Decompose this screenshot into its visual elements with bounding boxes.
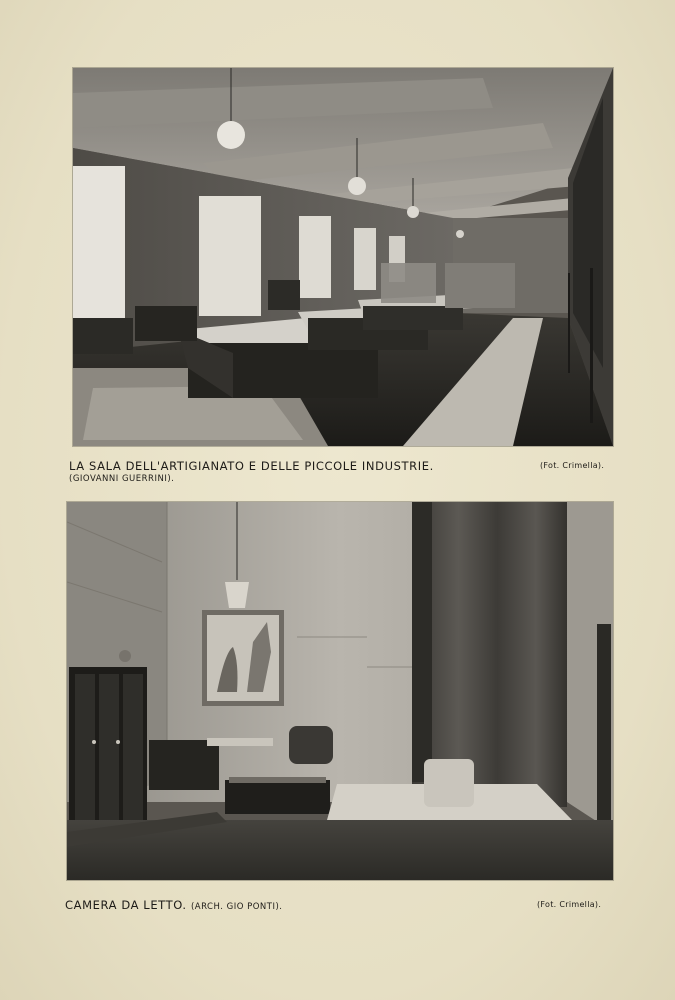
bedroom-photo bbox=[67, 502, 613, 880]
exhibition-hall-photo bbox=[73, 68, 613, 446]
figure-1-caption-title: LA SALA DELL'ARTIGIANATO E DELLE PICCOLE INDUSTRIE. bbox=[69, 459, 434, 473]
figure-2-caption bbox=[65, 898, 283, 912]
figure-2-caption-architect: (ARCH. GIO PONTI). bbox=[190, 902, 283, 912]
figure-1-caption-author: (GIOVANNI GUERRINI). bbox=[69, 474, 175, 484]
figure-2-photo-credit: (Fot. Crimella). bbox=[537, 900, 602, 909]
figure-1-photo-credit: (Fot. Crimella). bbox=[540, 461, 605, 470]
figure-2-caption-title: CAMERA DA LETTO. bbox=[65, 898, 187, 912]
